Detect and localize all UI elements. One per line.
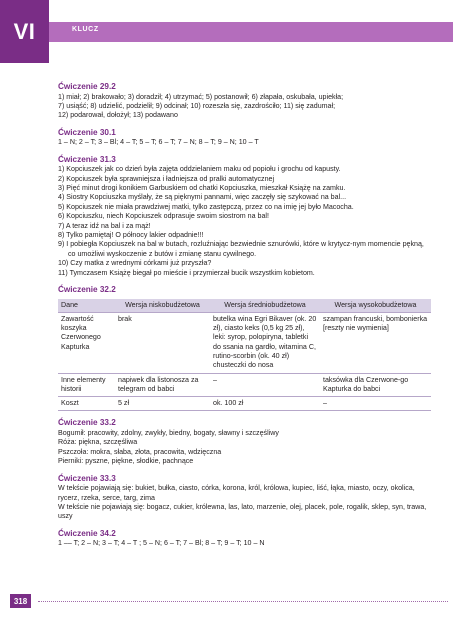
exercise-31-3-line: 9) I pobiegła Kopciuszek na bal w butach, rozluźniając bezwiednie sznurówki, które w krytycz-nym momencie pękną, co umożliwi wyskoczenie z butów i zmianę stanu cywilnego. — [58, 240, 424, 258]
table-cell: szampan francuski, bombonierka [reszty nie wymienia] — [323, 314, 428, 333]
exercise-31-3-line: 7) A teraz idź na bal i za mąż! — [58, 221, 151, 230]
page-number: 318 — [10, 594, 31, 608]
exercise-34-2-title: Ćwiczenie 34.2 — [58, 528, 116, 538]
exercise-29-2-line: 1) miał; 2) brakowało; 3) doradził; 4) utrzymać; 5) postanowił; 6) złapała, oskubała, upiekła; — [58, 92, 344, 101]
exercise-31-3-title: Ćwiczenie 31.3 — [58, 154, 116, 164]
table-cell: Inne elementy historii — [61, 375, 106, 393]
table-header-cell: Wersja wysokobudżetowa — [320, 299, 431, 313]
table-cell: ok. 100 zł — [213, 399, 244, 408]
exercise-33-3-title: Ćwiczenie 33.3 — [58, 473, 116, 483]
exercise-34-2-line: 1 –– T; 2 – N; 3 – T; 4 – T ; 5 – N; 6 – T; 7 – Bl; 8 – T; 9 – T; 10 – N — [58, 539, 265, 548]
table-cell: taksówka dla Czerwone-go Kapturka do babci — [323, 375, 409, 393]
exercise-33-3-line: W tekście pojawiają się: bukiet, bułka, ciasto, córka, korona, król, królowa, kupiec, liść, łąka, miasto, oczy, okolica, rycerz, rzeka, serce, targ, zima — [58, 484, 415, 502]
header-bar — [49, 22, 453, 42]
exercise-31-3-line: 4) Siostry Kopciuszka myślały, że są pięknymi pannami, więc zaczęły się szykować na bal... — [58, 193, 347, 202]
table-header-cell: Dane — [58, 299, 115, 313]
page-content — [58, 82, 428, 549]
table-cell: brak — [118, 314, 132, 323]
table-cell: napiwek dla listonosza za telegram od babci — [118, 375, 199, 393]
exercise-33-2-line: Bogumił: pracowity, zdolny, zwykły, biedny, bogaty, sławny i szczęśliwy — [58, 428, 279, 437]
table-header-cell: Wersja średniobudżetowa — [210, 299, 320, 313]
exercise-33-2-line: Pszczoła: mokra, słaba, złota, pracowita, wdzięczna — [58, 447, 222, 456]
exercise-31-3-line: 10) Czy matka z wrednymi córkami już przyszła? — [58, 259, 212, 268]
exercise-31-3-line: 3) Pięć minut drogi konikiem Garbuskiem od chatki Kopciuszka, mieszkał Książę na zamku. — [58, 183, 346, 192]
table-header-row — [58, 299, 431, 313]
exercise-31-3-line: 11) Tymczasem Książę biegał po mieście i przymierzał bucik wszystkim kobietom. — [58, 268, 315, 277]
exercise-31-3-line: 6) Kopciuszku, niech Kopciuszek odprasuje swoim siostrom na bal! — [58, 212, 269, 221]
exercise-31-3-line: 2) Kopciuszek była sprawniejsza i ładniejsza od pralki automatycznej — [58, 174, 275, 183]
table-row — [58, 312, 431, 373]
exercise-32-2-title: Ćwiczenie 32.2 — [58, 285, 116, 294]
table-cell: – — [323, 399, 327, 408]
exercise-29-2-line: 12) podarował, dołożył; 13) podawano — [58, 111, 178, 120]
exercise-31-3-line: 1) Kopciuszek jak co dzień była zajęta oddzielaniem maku od popiołu i grochu od kapusty. — [58, 165, 341, 174]
table-cell: 5 zł — [118, 399, 130, 408]
table-row — [58, 397, 431, 411]
table-cell: Koszt — [61, 399, 79, 408]
exercise-30-1-line: 1 – N; 2 – T; 3 – Bl; 4 – T; 5 – T; 6 – T; 7 – N; 8 – T; 9 – N; 10 – T — [58, 138, 259, 147]
exercise-31-3-line: 8) Tylko pamiętaj! O północy lakier odpadnie!!! — [58, 230, 204, 239]
table-cell: butelka wina Egri Bikaver (ok. 20 zł), ciasto keks (0,5 kg 25 zł), leki: syrop, polopiryna, tabletki do ssania na gardło, witamina C, rutino-scorbin (ok. 40 zł) chusteczki do nosa — [213, 314, 317, 370]
table-cell: Zawartość koszyka Czerwonego Kapturka — [61, 314, 101, 351]
footer-dotted-line — [38, 601, 448, 602]
table-cell: – — [213, 375, 217, 384]
exercise-33-2-line: Pierniki: pyszne, piękne, słodkie, pachnące — [58, 457, 194, 466]
exercise-29-2-title: Ćwiczenie 29.2 — [58, 82, 116, 91]
exercise-29-2-line: 7) usiąść; 8) udzielić, podzielił; 9) odcinał; 10) rozeszła się, zazdrościło; 11) się zadumał; — [58, 101, 336, 110]
table-row — [58, 373, 431, 397]
table-header-cell: Wersja niskobudżetowa — [115, 299, 210, 313]
header-title: KLUCZ — [72, 26, 99, 33]
exercise-33-2-title: Ćwiczenie 33.2 — [58, 418, 116, 428]
budget-table — [58, 299, 431, 412]
exercise-31-3-line: 5) Kopciuszek nie miała prawdziwej matki, tylko zastępczą, przez co na imię jej było Macocha. — [58, 202, 354, 211]
chapter-number: VI — [13, 18, 36, 44]
chapter-tab — [0, 0, 49, 63]
exercise-30-1-title: Ćwiczenie 30.1 — [58, 127, 116, 137]
exercise-33-2-line: Róża: piękna, szczęśliwa — [58, 438, 138, 447]
exercise-33-3-line: W tekście nie pojawiają się: bogacz, cukier, królewna, las, lato, marzenie, olej, placek, pole, rogalik, sklep, syn, trawa, uszy — [58, 502, 427, 521]
